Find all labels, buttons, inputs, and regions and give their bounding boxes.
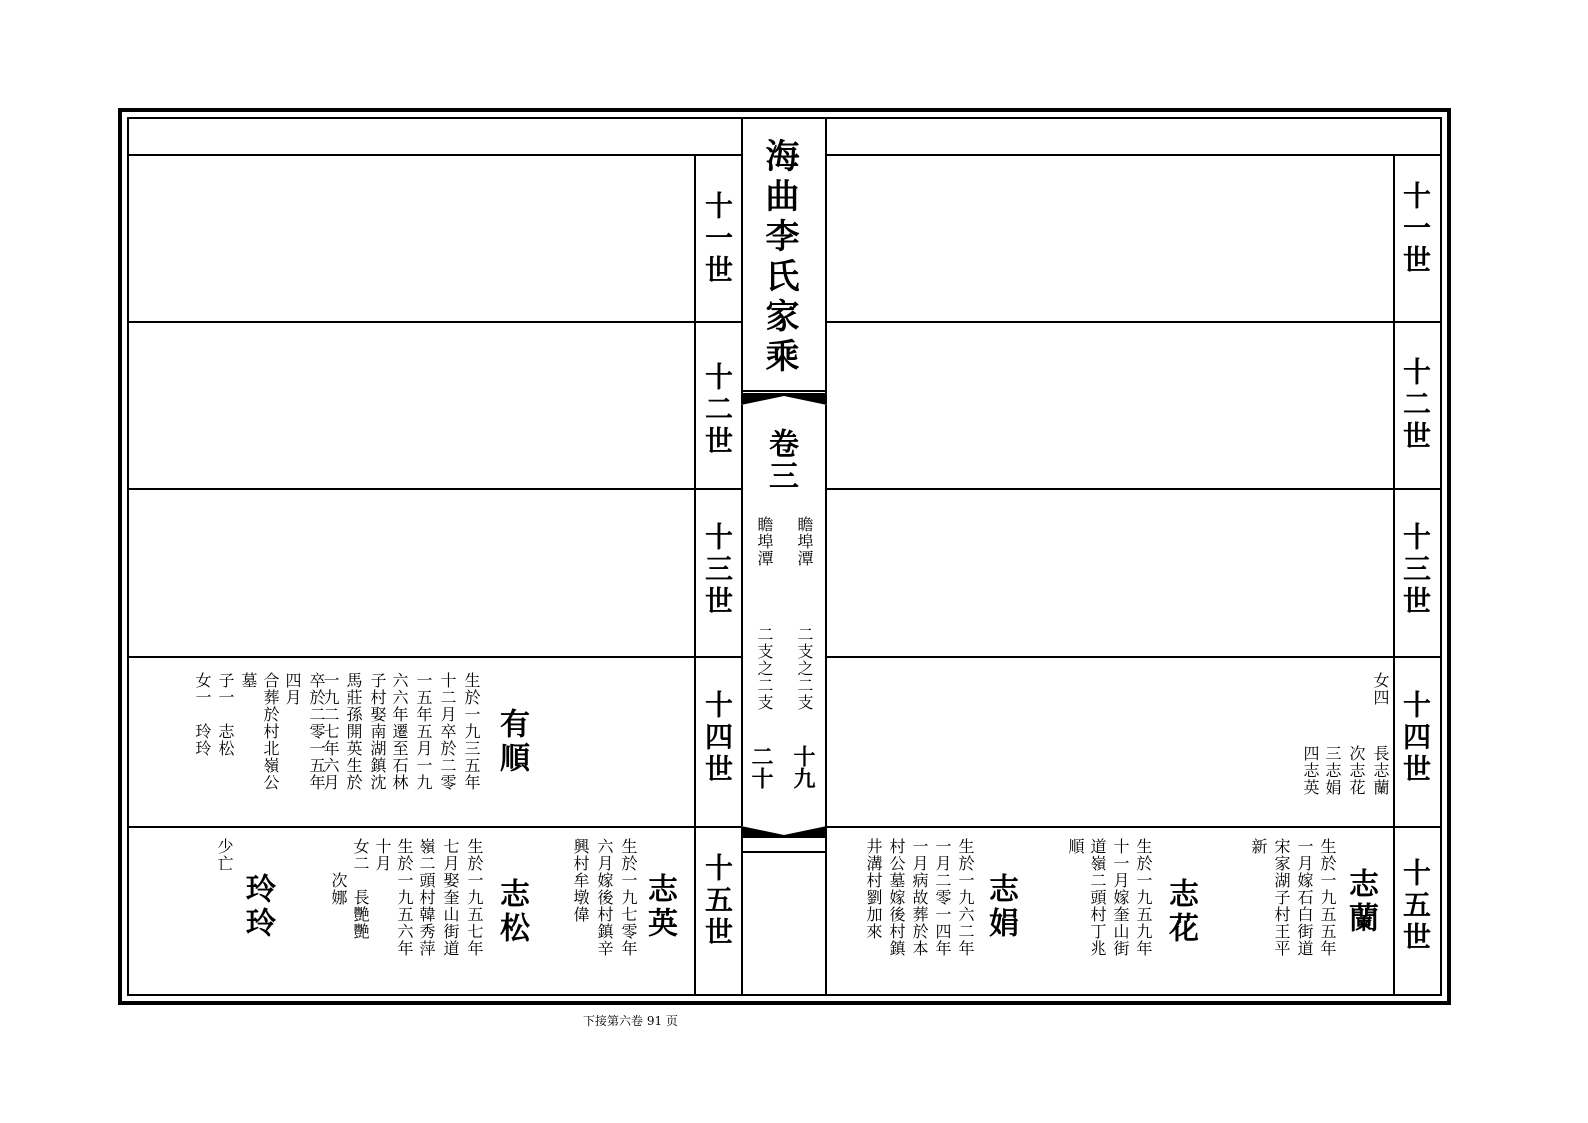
right-header-line [825, 154, 1442, 156]
branch-left-place: 瞻埠潭 [755, 516, 774, 567]
right-generation-column-border [1393, 154, 1395, 996]
entry-text: 次娜 [329, 838, 348, 906]
entry-text: 女二 長艷艷 [351, 838, 370, 940]
entry-text: 道嶺二頭村丁兆 [1088, 838, 1107, 957]
entry-text: 生於一九五六年 [395, 838, 414, 957]
left-row-line [127, 826, 741, 828]
spine-lower-line [741, 851, 827, 853]
right-row-line [825, 826, 1442, 828]
entry-text: 生於一九三五年 [462, 672, 481, 791]
right-gen-label: 十三世 [1399, 522, 1432, 618]
entry-text: 馬莊孫開英生於 [344, 672, 363, 791]
entry-text: 一月二零一四年 [933, 838, 952, 957]
entry-text: 七月娶奎山街道 [441, 838, 460, 957]
right-row-line [825, 488, 1442, 490]
branch-left-generation: 二十 [748, 745, 774, 789]
branch-right-generation: 十九 [790, 745, 816, 789]
volume-label: 卷三 [763, 428, 798, 492]
entry-text: 六六年遷至石林 [390, 672, 409, 791]
entry-text: 一五年五月一九 [414, 672, 433, 791]
entry-text: 長志蘭 [1371, 745, 1390, 796]
left-row-line [127, 321, 741, 323]
book-title: 海曲李氏家乘 [759, 138, 799, 378]
person-name-zhihua: 志花 [1163, 878, 1198, 946]
entry-text: 六月嫁後村鎮辛 [595, 838, 614, 957]
entry-text: 宋家湖子村王平 [1272, 838, 1291, 957]
left-generation-column-border [694, 154, 696, 996]
entry-text: 女一 玲玲 [193, 672, 212, 757]
branch-left-branch: 二支之二支 [755, 626, 774, 711]
person-name-youshun: 有順 [494, 708, 529, 776]
person-name-zhiying: 志英 [642, 873, 677, 941]
entry-text: 十一月嫁奎山街 [1111, 838, 1130, 957]
right-gen-label: 十四世 [1399, 690, 1432, 786]
entry-text: 卒於二零一五年 [307, 672, 326, 791]
left-gen-label: 十四世 [701, 690, 734, 786]
left-header-line [127, 154, 741, 156]
entry-text: 十月 [373, 838, 392, 872]
right-gen-label: 十一世 [1399, 181, 1432, 277]
entry-text: 少亡 [215, 838, 234, 872]
entry-text: 嶺二頭村韓秀萍 [417, 838, 436, 957]
left-gen-label: 十一世 [701, 191, 734, 287]
entry-text: 生於一九五五年 [1318, 838, 1337, 957]
right-row-line [825, 321, 1442, 323]
entry-text: 女四 [1371, 672, 1390, 706]
entry-text: 次志花 [1347, 745, 1366, 796]
entry-text: 子村娶南湖鎮沈 [368, 672, 387, 791]
entry-text: 順 [1066, 838, 1085, 855]
continuation-note: 下接第六卷 91 页 [583, 1014, 678, 1028]
left-gen-label: 十二世 [701, 362, 734, 458]
entry-text: 村公墓嫁後村鎮 [887, 838, 906, 957]
left-gen-label: 十三世 [701, 522, 734, 618]
person-name-zhijuan: 志娟 [983, 873, 1018, 941]
entry-text: 四志英 [1301, 745, 1320, 796]
entry-text: 合葬於村北嶺公 [261, 672, 280, 791]
left-gen-label: 十五世 [701, 853, 734, 949]
person-name-zhisong: 志松 [494, 878, 529, 946]
entry-text: 生於一九五七年 [465, 838, 484, 957]
branch-right-branch: 二支之二支 [795, 626, 814, 711]
entry-text: 興村牟墩偉 [571, 838, 590, 923]
entry-text: 井溝村劉加來 [864, 838, 883, 940]
entry-text: 一月病故葬於本 [910, 838, 929, 957]
entry-text: 四月 [283, 672, 302, 706]
left-row-line [127, 488, 741, 490]
entry-text: 生於一九七零年 [619, 838, 638, 957]
entry-text: 生於一九六二年 [956, 838, 975, 957]
right-gen-label: 十五世 [1399, 858, 1432, 954]
person-name-zhilan: 志蘭 [1343, 868, 1378, 936]
entry-text: 新 [1249, 838, 1268, 855]
spine-divider [741, 390, 827, 392]
right-gen-label: 十二世 [1399, 357, 1432, 453]
entry-text: 生於一九五九年 [1134, 838, 1153, 957]
entry-text: 墓 [239, 672, 258, 689]
entry-text: 子一 志松 [216, 672, 235, 757]
entry-text: 一月嫁石白街道 [1295, 838, 1314, 957]
right-row-line [825, 656, 1442, 658]
entry-text: 三志娟 [1323, 745, 1342, 796]
left-row-line [127, 656, 741, 658]
entry-text: 十二月卒於二零 [438, 672, 457, 791]
branch-right-place: 瞻埠潭 [795, 516, 814, 567]
entry-text: 一九二七年六月 [321, 672, 340, 791]
person-name-lingling: 玲玲 [240, 873, 275, 941]
